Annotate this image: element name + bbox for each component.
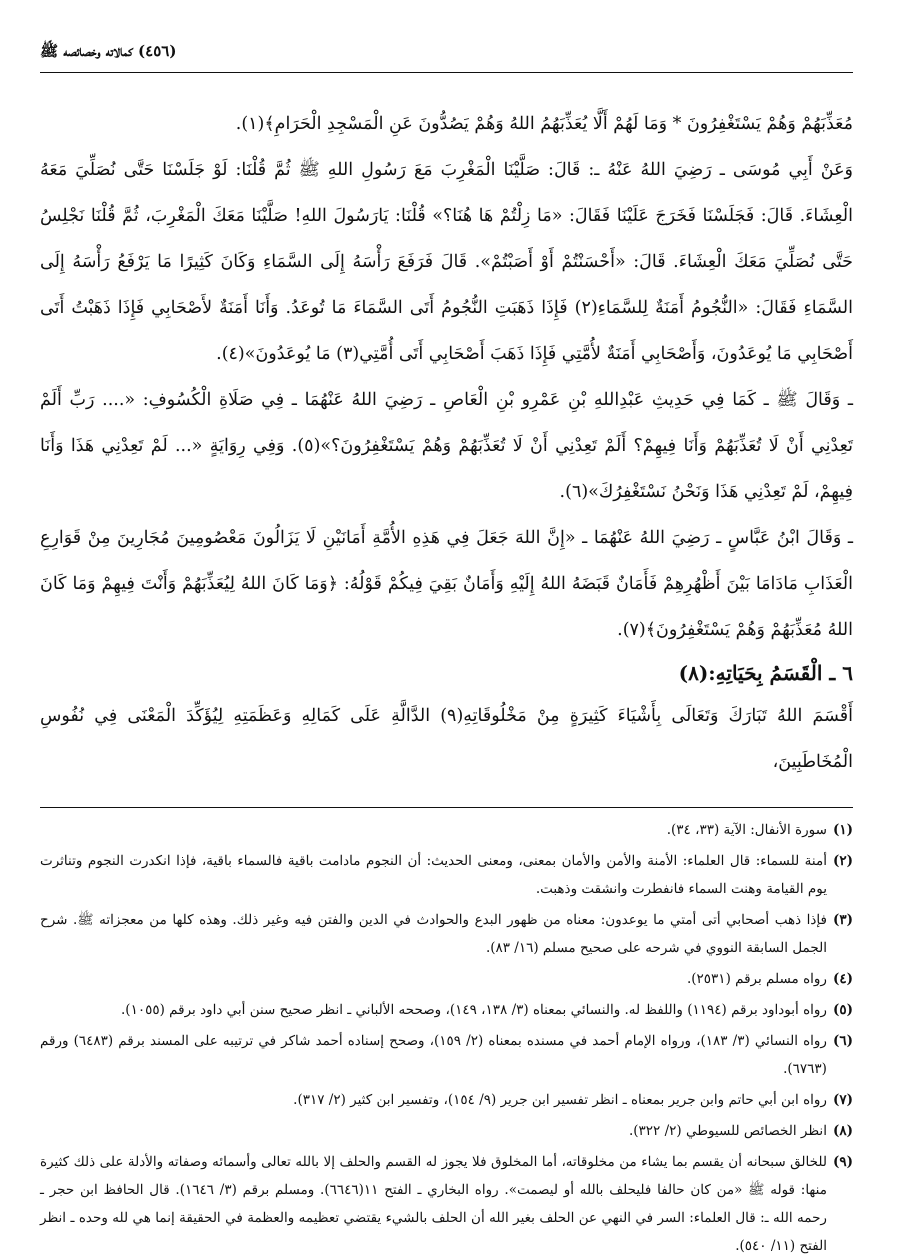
- footnote-number: (٣): [832, 912, 853, 928]
- footnote-text: سورة الأنفال: الآية (٣٣، ٣٤).: [666, 822, 827, 838]
- footnote-item: [40, 816, 853, 844]
- footnote-item: [40, 1086, 853, 1114]
- footnote-number: (٩): [832, 1154, 853, 1170]
- paragraph-oath: أَقْسَمَ اللهُ تَبَارَكَ وَتَعَالَى بِأَشْيَاءَ كَثِيرَةٍ مِنْ مَخْلُوقَاتِهِ(٩) الدَّالَّةِ عَلَى كَمَالِهِ وَعَظَمَتِهِ لِيُؤَكِّدَ الْمَعْنَى فِي نُفُوسِ الْمُخَاطَبِينَ،: [40, 706, 853, 772]
- footnote-number: (١): [832, 822, 853, 838]
- footnote-number: (٦): [832, 1033, 853, 1049]
- running-title: (٤٥٦) كمالاته وخصائصه ﷺ: [40, 42, 177, 60]
- paragraph-ibn-abbas: ـ وَقَالَ ابْنُ عَبَّاسٍ ـ رَضِيَ اللهُ عَنْهُمَا ـ «إِنَّ اللهَ جَعَلَ فِي هَذِهِ الأُمَّةِ أَمَانَيْنِ لَا يَزَالُونَ مَعْصُومِينَ مُجَارِينَ مِنْ قَوَارِعِ الْعَذَابِ مَادَامَا بَيْنَ أَظْهُرِهِمْ فَأَمَانٌ قَبَضَهُ اللهُ إِلَيْهِ وَأَمَانٌ بَقِيَ فِيكُمْ قَوْلُهُ: ﴿وَمَا كَانَ اللهُ لِيُعَذِّبَهُمْ وَأَنْتَ فِيهِمْ وَمَا كَانَ اللهُ مُعَذِّبَهُمْ وَهُمْ يَسْتَغْفِرُونَ﴾(٧).: [40, 528, 853, 640]
- footnote-number: (٧): [832, 1092, 853, 1108]
- footnote-item: [40, 965, 853, 993]
- footnote-text: رواه النسائي (٣/ ١٨٣)، ورواه الإمام أحمد في مسنده بمعناه (٢/ ١٥٩)، وصحح إسناده أحمد شاكر في ترتيبه على المسند برقم (٦٤٨٣) ورقم (٦٧٦٣).: [40, 1033, 827, 1077]
- paragraph-verse-end: مُعَذِّبَهُمْ وَهُمْ يَسْتَغْفِرُونَ * وَمَا لَهُمْ أَلَّا يُعَذِّبَهُمُ اللهُ وَهُمْ يَصُدُّونَ عَنِ الْمَسْجِدِ الْحَرَامِ﴾(١).: [235, 114, 853, 134]
- footnote-text: رواه مسلم برقم (٢٥٣١).: [686, 971, 827, 987]
- footnote-number: (٨): [832, 1123, 853, 1139]
- footnote-text: أمنة للسماء: قال العلماء: الأمنة والأمن والأمان بمعنى، ومعنى الحديث: أن النجوم مادامت باقية فالسماء باقية، فإذا انكدرت النجوم وتناثرت يوم القيامة وهنت السماء فانفطرت وانشقت وذهبت.: [40, 853, 827, 897]
- footnote-item: [40, 847, 853, 903]
- footnote-text: للخالق سبحانه أن يقسم بما يشاء من مخلوقاته، أما المخلوق فلا يجوز له القسم والحلف إلا بالله تعالى وأسمائه وصفاته والأدلة على ذلك كثيرة منها: قوله ﷺ «من كان حالفا فليحلف بالله أو ليصمت». رواه البخاري ـ الفتح ١١(٦٦٤٦). ومسلم برقم (٣/ ١٦٤٦). قال الحافظ ابن حجر ـ رحمه الله ـ: قال العلماء: السر في النهي عن الحلف بغير الله أن الحلف بالشيء يقتضي تعظيمه والعظمة في الحقيقة إنما هي لله وحده ـ انظر الفتح (١١/ ٥٤٠).: [40, 1154, 827, 1254]
- footnotes: [40, 816, 853, 1260]
- footnote-item: [40, 1027, 853, 1083]
- footnote-item: [40, 906, 853, 962]
- footnote-item: [40, 1117, 853, 1145]
- footnote-item: [40, 996, 853, 1024]
- page-header: [40, 42, 853, 73]
- footnote-text: انظر الخصائص للسيوطي (٢/ ٣٢٢).: [628, 1123, 827, 1139]
- section-heading: ٦ ـ الْقَسَمُ بِحَيَاتِهِ:(٨): [678, 661, 853, 685]
- footnote-text: فإذا ذهب أصحابي أتى أمتي ما يوعدون: معناه من ظهور البدع والحوادث في الدين والفتن فيه وغير ذلك. وهذه كلها من معجزاته ﷺ. شرح الجمل السابقة النووي في شرحه على صحيح مسلم (١٦/ ٨٣).: [40, 912, 827, 956]
- main-text: [40, 101, 853, 785]
- paragraph-abu-musa-hadith: وَعَنْ أَبِي مُوسَى ـ رَضِيَ اللهُ عَنْهُ ـ: قَالَ: صَلَّيْنَا الْمَغْرِبَ مَعَ رَسُولِ اللهِ ﷺ ثُمَّ قُلْنَا: لَوْ جَلَسْنَا حَتَّى نُصَلِّيَ مَعَهُ الْعِشَاءَ. قَالَ: فَجَلَسْنَا فَخَرَجَ عَلَيْنَا فَقَالَ: «مَا زِلْتُمْ هَا هُنَا؟» قُلْنَا: يَارَسُولَ اللهِ! صَلَّيْنَا مَعَكَ الْمَغْرِبَ، ثُمَّ قُلْنَا نَجْلِسُ حَتَّى نُصَلِّيَ مَعَكَ الْعِشَاءَ. قَالَ: «أَحْسَنْتُمْ أَوْ أَصَبْتُمْ». قَالَ فَرَفَعَ رَأْسَهُ إِلَى السَّمَاءِ وَكَانَ كَثِيرًا مَا يَرْفَعُ رَأْسَهُ إِلَى السَّمَاءِ فَقَالَ: «النُّجُومُ أَمَنَةٌ لِلسَّمَاءِ(٢) فَإِذَا ذَهَبَتِ النُّجُومُ أَتَى السَّمَاءَ مَا تُوعَدُ. وَأَنَا أَمَنَةٌ لأَصْحَابِي فَإِذَا ذَهَبْتُ أَتَى أَصْحَابِي مَا يُوعَدُونَ، وَأَصْحَابِي أَمَنَةٌ لأُمَّتِي فَإِذَا ذَهَبَ أَصْحَابِي أَتَى أُمَّتِي(٣) مَا يُوعَدُونَ»(٤).: [40, 160, 853, 364]
- footnote-text: رواه ابن أبي حاتم وابن جرير بمعناه ـ انظر تفسير ابن جرير (٩/ ١٥٤)، وتفسير ابن كثير (٢/ ٣١٧).: [293, 1092, 827, 1108]
- footnote-number: (٢): [832, 853, 853, 869]
- footnote-number: (٥): [832, 1002, 853, 1018]
- footnote-divider: [40, 807, 853, 808]
- footnote-text: رواه أبوداود برقم (١١٩٤) واللفظ له. والنسائي بمعناه (٣/ ١٣٨، ١٤٩)، وصححه الألباني ـ انظر صحيح سنن أبي داود برقم (١٠٥٥).: [121, 1002, 827, 1018]
- footnote-number: (٤): [832, 971, 853, 987]
- paragraph-kusuf-hadith: ـ وَقَالَ ﷺ ـ كَمَا فِي حَدِيثِ عَبْدِاللهِ بْنِ عَمْرِو بْنِ الْعَاصِ ـ رَضِيَ اللهُ عَنْهُمَا ـ فِي صَلَاةِ الْكُسُوفِ: «.... رَبِّ أَلَمْ تَعِدْنِي أَنْ لَا تُعَذِّبَهُمْ وَأَنَا فِيهِمْ؟ أَلَمْ تَعِدْنِي أَنْ لَا تُعَذِّبَهُمْ وَهُمْ يَسْتَغْفِرُونَ؟»(٥). وَفِي رِوَايَةٍ «... لَمْ تَعِدْنِي هَذَا وَأَنَا فِيهِمْ، لَمْ تَعِدْنِي هَذَا وَنَحْنُ نَسْتَغْفِرُكَ»(٦).: [40, 390, 853, 502]
- footnote-item: [40, 1148, 853, 1260]
